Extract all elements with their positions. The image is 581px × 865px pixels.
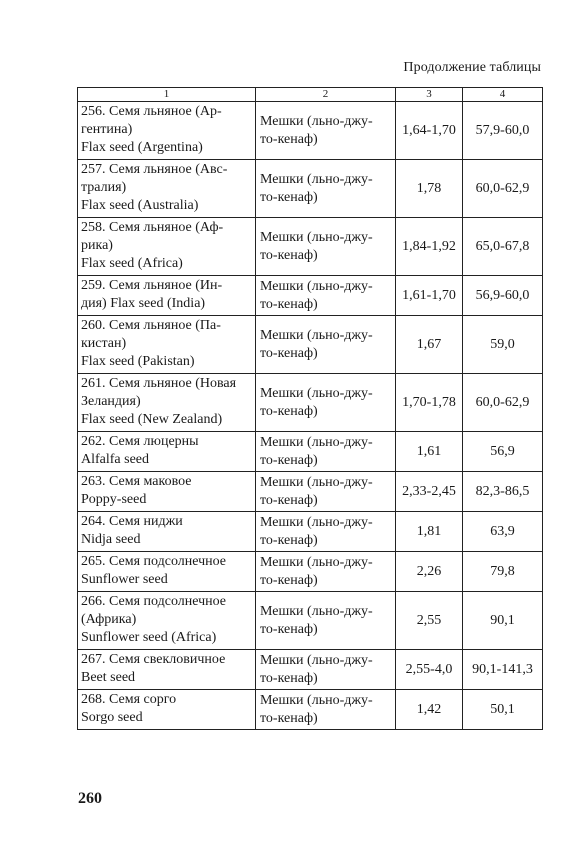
table-row — [78, 218, 543, 276]
column-3-value-cell: 2,33-2,45 — [396, 472, 463, 512]
column-4-value-cell: 82,3-86,5 — [463, 472, 543, 512]
cargo-name-line: Sunflower seed — [81, 572, 168, 587]
cargo-name-line: 261. Семя льняное (Новая — [81, 376, 237, 391]
cargo-name-line: Зеландия) — [81, 394, 141, 409]
cargo-name-line: Flax seed (Australia) — [81, 198, 199, 213]
cargo-name-line: 256. Семя льняное (Ар- — [81, 104, 222, 119]
packaging-cell: Мешки (льно-джу- то-кенаф) — [256, 472, 396, 512]
column-3-value-cell: 1,84-1,92 — [396, 218, 463, 276]
cargo-name-line: Nidja seed — [81, 532, 141, 547]
column-4-value-cell: 79,8 — [463, 552, 543, 592]
cargo-name-line: Flax seed (Pakistan) — [81, 354, 195, 369]
table-body — [78, 102, 543, 730]
cargo-name-line: кистан) — [81, 336, 127, 351]
cargo-name-cell — [78, 276, 256, 316]
cargo-name-line: Flax seed (New Zealand) — [81, 412, 223, 427]
cargo-name-line: Beet seed — [81, 670, 136, 685]
cargo-name-line: рика) — [81, 238, 113, 253]
table-row — [78, 102, 543, 160]
cargo-name-line: 260. Семя льняное (Па- — [81, 318, 221, 333]
table-row — [78, 512, 543, 552]
cargo-name-cell — [78, 552, 256, 592]
column-4-value-cell: 60,0-62,9 — [463, 374, 543, 432]
cargo-name-line: Alfalfa seed — [81, 452, 150, 467]
column-header-4: 4 — [463, 88, 543, 102]
cargo-name-cell — [78, 218, 256, 276]
column-3-value-cell: 1,78 — [396, 160, 463, 218]
page-number: 260 — [78, 790, 102, 807]
cargo-name-cell — [78, 316, 256, 374]
table-row — [78, 276, 543, 316]
column-4-value-cell: 90,1 — [463, 592, 543, 650]
packaging-cell: Мешки (льно-джу- то-кенаф) — [256, 592, 396, 650]
cargo-name-line: 263. Семя маковое — [81, 474, 192, 489]
table-row — [78, 374, 543, 432]
cargo-name-line: Flax seed (Africa) — [81, 256, 183, 271]
column-header-2: 2 — [256, 88, 396, 102]
packaging-cell: Мешки (льно-джу- то-кенаф) — [256, 650, 396, 690]
cargo-name-line: гентина) — [81, 122, 133, 137]
cargo-name-cell — [78, 432, 256, 472]
cargo-name-cell — [78, 472, 256, 512]
table-row — [78, 160, 543, 218]
packaging-cell: Мешки (льно-джу- то-кенаф) — [256, 374, 396, 432]
table-row — [78, 690, 543, 730]
cargo-name-line: 262. Семя люцерны — [81, 434, 199, 449]
packaging-cell: Мешки (льно-джу- то-кенаф) — [256, 432, 396, 472]
column-4-value-cell: 56,9 — [463, 432, 543, 472]
table-row — [78, 432, 543, 472]
column-4-value-cell: 60,0-62,9 — [463, 160, 543, 218]
column-4-value-cell: 59,0 — [463, 316, 543, 374]
cargo-name-line: Sunflower seed (Africa) — [81, 630, 217, 645]
packaging-cell: Мешки (льно-джу- то-кенаф) — [256, 690, 396, 730]
column-3-value-cell: 1,67 — [396, 316, 463, 374]
cargo-name-line: 265. Семя подсолнечное — [81, 554, 227, 569]
column-header-3: 3 — [396, 88, 463, 102]
table-row — [78, 592, 543, 650]
column-3-value-cell: 1,61 — [396, 432, 463, 472]
packaging-cell: Мешки (льно-джу- то-кенаф) — [256, 316, 396, 374]
cargo-name-cell — [78, 374, 256, 432]
cargo-name-cell — [78, 512, 256, 552]
cargo-name-cell — [78, 592, 256, 650]
table-continuation-label: Продолжение таблицы — [403, 60, 541, 75]
column-4-value-cell: 50,1 — [463, 690, 543, 730]
cargo-name-line: (Африка) — [81, 612, 137, 627]
cargo-name-line: Flax seed (Argentina) — [81, 140, 203, 155]
column-3-value-cell: 1,70-1,78 — [396, 374, 463, 432]
cargo-name-cell — [78, 160, 256, 218]
cargo-name-line: Poppy-seed — [81, 492, 147, 507]
cargo-name-cell — [78, 650, 256, 690]
column-3-value-cell: 1,64-1,70 — [396, 102, 463, 160]
cargo-name-line: тралия) — [81, 180, 127, 195]
column-4-value-cell: 63,9 — [463, 512, 543, 552]
cargo-name-line: 259. Семя льняное (Ин- — [81, 278, 223, 293]
column-4-value-cell: 57,9-60,0 — [463, 102, 543, 160]
packaging-cell: Мешки (льно-джу- то-кенаф) — [256, 512, 396, 552]
cargo-name-line: 266. Семя подсолнечное — [81, 594, 227, 609]
cargo-name-line: 267. Семя свекловичное — [81, 652, 226, 667]
packaging-cell: Мешки (льно-джу- то-кенаф) — [256, 102, 396, 160]
cargo-name-line: 257. Семя льняное (Авс- — [81, 162, 228, 177]
cargo-name-line: дия) Flax seed (India) — [81, 296, 206, 311]
table-row — [78, 650, 543, 690]
packaging-cell: Мешки (льно-джу- то-кенаф) — [256, 552, 396, 592]
column-3-value-cell: 1,81 — [396, 512, 463, 552]
table-row — [78, 552, 543, 592]
column-3-value-cell: 1,61-1,70 — [396, 276, 463, 316]
table-header-row — [78, 88, 543, 102]
packaging-cell: Мешки (льно-джу- то-кенаф) — [256, 160, 396, 218]
cargo-name-line: Sorgo seed — [81, 710, 143, 725]
cargo-name-line: 258. Семя льняное (Аф- — [81, 220, 224, 235]
column-3-value-cell: 2,55-4,0 — [396, 650, 463, 690]
column-3-value-cell: 2,26 — [396, 552, 463, 592]
table-row — [78, 316, 543, 374]
table-row — [78, 472, 543, 512]
cargo-table — [77, 87, 543, 730]
column-3-value-cell: 2,55 — [396, 592, 463, 650]
column-3-value-cell: 1,42 — [396, 690, 463, 730]
cargo-name-cell — [78, 690, 256, 730]
packaging-cell: Мешки (льно-джу- то-кенаф) — [256, 276, 396, 316]
column-4-value-cell: 56,9-60,0 — [463, 276, 543, 316]
column-4-value-cell: 65,0-67,8 — [463, 218, 543, 276]
cargo-name-line: 268. Семя сорго — [81, 692, 177, 707]
column-header-1: 1 — [78, 88, 256, 102]
cargo-name-cell — [78, 102, 256, 160]
cargo-name-line: 264. Семя ниджи — [81, 514, 183, 529]
column-4-value-cell: 90,1-141,3 — [463, 650, 543, 690]
packaging-cell: Мешки (льно-джу- то-кенаф) — [256, 218, 396, 276]
